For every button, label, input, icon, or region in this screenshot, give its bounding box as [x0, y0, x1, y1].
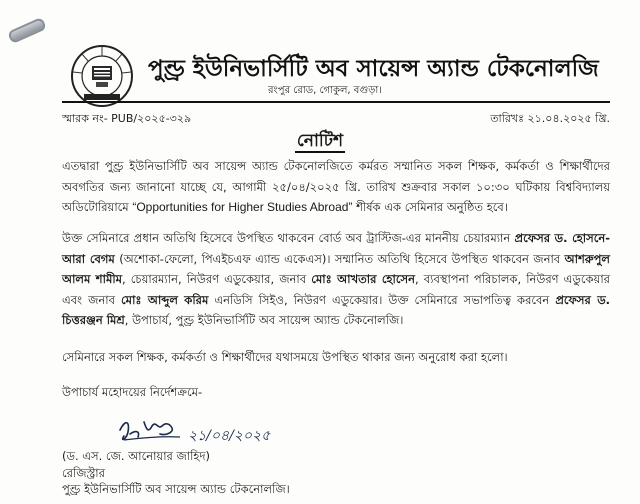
handwritten-signature	[100, 400, 300, 450]
p2-text-3: , চেয়ারম্যান, নিউরণ এডুকেয়ার, জনাব	[122, 272, 307, 286]
paragraph-request: সেমিনারে সকল শিক্ষক, কর্মকর্তা ও শিক্ষার্থীদের যথাসময়ে উপস্থিত থাকার জন্য অনুরোধ করা হলো।	[62, 350, 508, 364]
paragraph-guests	[62, 228, 610, 331]
p2-text-2: (অশোকা-ফেলো, পিএইচএফ এ্যান্ড একেএস)। সম্মানিত অতিথি হিসেবে উপস্থিত থাকবেন জনাব	[119, 251, 561, 266]
paragraph-announcement	[62, 156, 610, 218]
signatory-institution: পুণ্ড্র ইউনিভার্সিটি অব সায়েন্স অ্যান্ড টেকনোলজি।	[62, 482, 290, 496]
signatory-title: রেজিস্ট্রার	[62, 466, 105, 480]
university-seal-logo	[70, 44, 134, 108]
notice-date: তারিখঃ ২১.০৪.২০২৫ খ্রি.	[490, 112, 610, 125]
chief-guest-name: প্রফেসর ড. হোসনে-আরা বেগম	[62, 231, 610, 266]
signatory-name: (ড. এস. জে. আনোয়ার জাহিদ)	[62, 449, 210, 463]
header-divider	[62, 101, 610, 103]
paper-clip	[7, 17, 47, 44]
special-guest-3-name: মোঃ আব্দুল করিম	[121, 292, 209, 307]
special-guest-2-name: মোঃ আখতার হোসেন	[311, 272, 415, 286]
university-address: রংপুর রোড, গোকুল, বগুড়া।	[268, 85, 382, 96]
signature-date: ২১/০৪/২০২৫	[188, 428, 271, 444]
directive-line: উপাচার্য মহোদয়ের নির্দেশক্রমে-	[62, 385, 203, 399]
p2-text-5: এনডিসি সিইও, নিউরণ এডুকেয়ার। উক্ত সেমিনারে সভাপতিত্ব করবেন	[214, 292, 550, 307]
notice-title	[0, 128, 640, 156]
chair-name: প্রফেসর ড. চিত্তরঞ্জন মিশ্র	[62, 292, 611, 327]
seminar-title: “Opportunities for Higher Studies Abroad”	[132, 200, 353, 214]
memo-reference: স্মারক নং- PUB/২০২৫-৩২৯	[62, 112, 192, 125]
p2-text-4: , ব্যবস্থাপনা পরিচালক, নিউরণ এডুকেয়ার এবং জনাব	[62, 272, 610, 307]
p1-text-after: শীর্ষক এক সেমিনার অনুষ্ঠিত হবে।	[356, 200, 508, 214]
notice-title-text: নোটিশ	[296, 131, 344, 151]
p2-text-6: , উপাচার্য, পুণ্ড্র ইউনিভার্সিটি অব সায়েন্স অ্যান্ড টেকনোলজি।	[124, 313, 404, 327]
p1-text-before: এতদ্বারা পুণ্ড্র ইউনিভার্সিটি অব সায়েন্স অ্যান্ড টেকনোলজিতে কর্মরত সম্মানিত সকল শিক্ষক, কর্মকর্তা ও শিক্ষার্থীদের অবগতির জন্য জানানো যাচ্ছে যে, আগামী ২৫/০৪/২০২৫ খ্রি. তারিখ শুক্রবার সকাল ১০:৩০ ঘটিকায় বিশ্ববিদ্যালয় অডিটোরিয়ামে	[62, 159, 610, 214]
university-name: পুণ্ড্র ইউনিভার্সিটি অব সায়েন্স অ্যান্ড টেকনোলজি	[148, 56, 599, 82]
p2-text-1: উক্ত সেমিনারে প্রধান অতিথি হিসেবে উপস্থিত থাকবেন বোর্ড অব ট্রাস্টিজ-এর মাননীয় চেয়ারম্যান	[62, 231, 511, 245]
special-guest-1-name: আশরুপুল আলম শামীম	[62, 251, 610, 286]
